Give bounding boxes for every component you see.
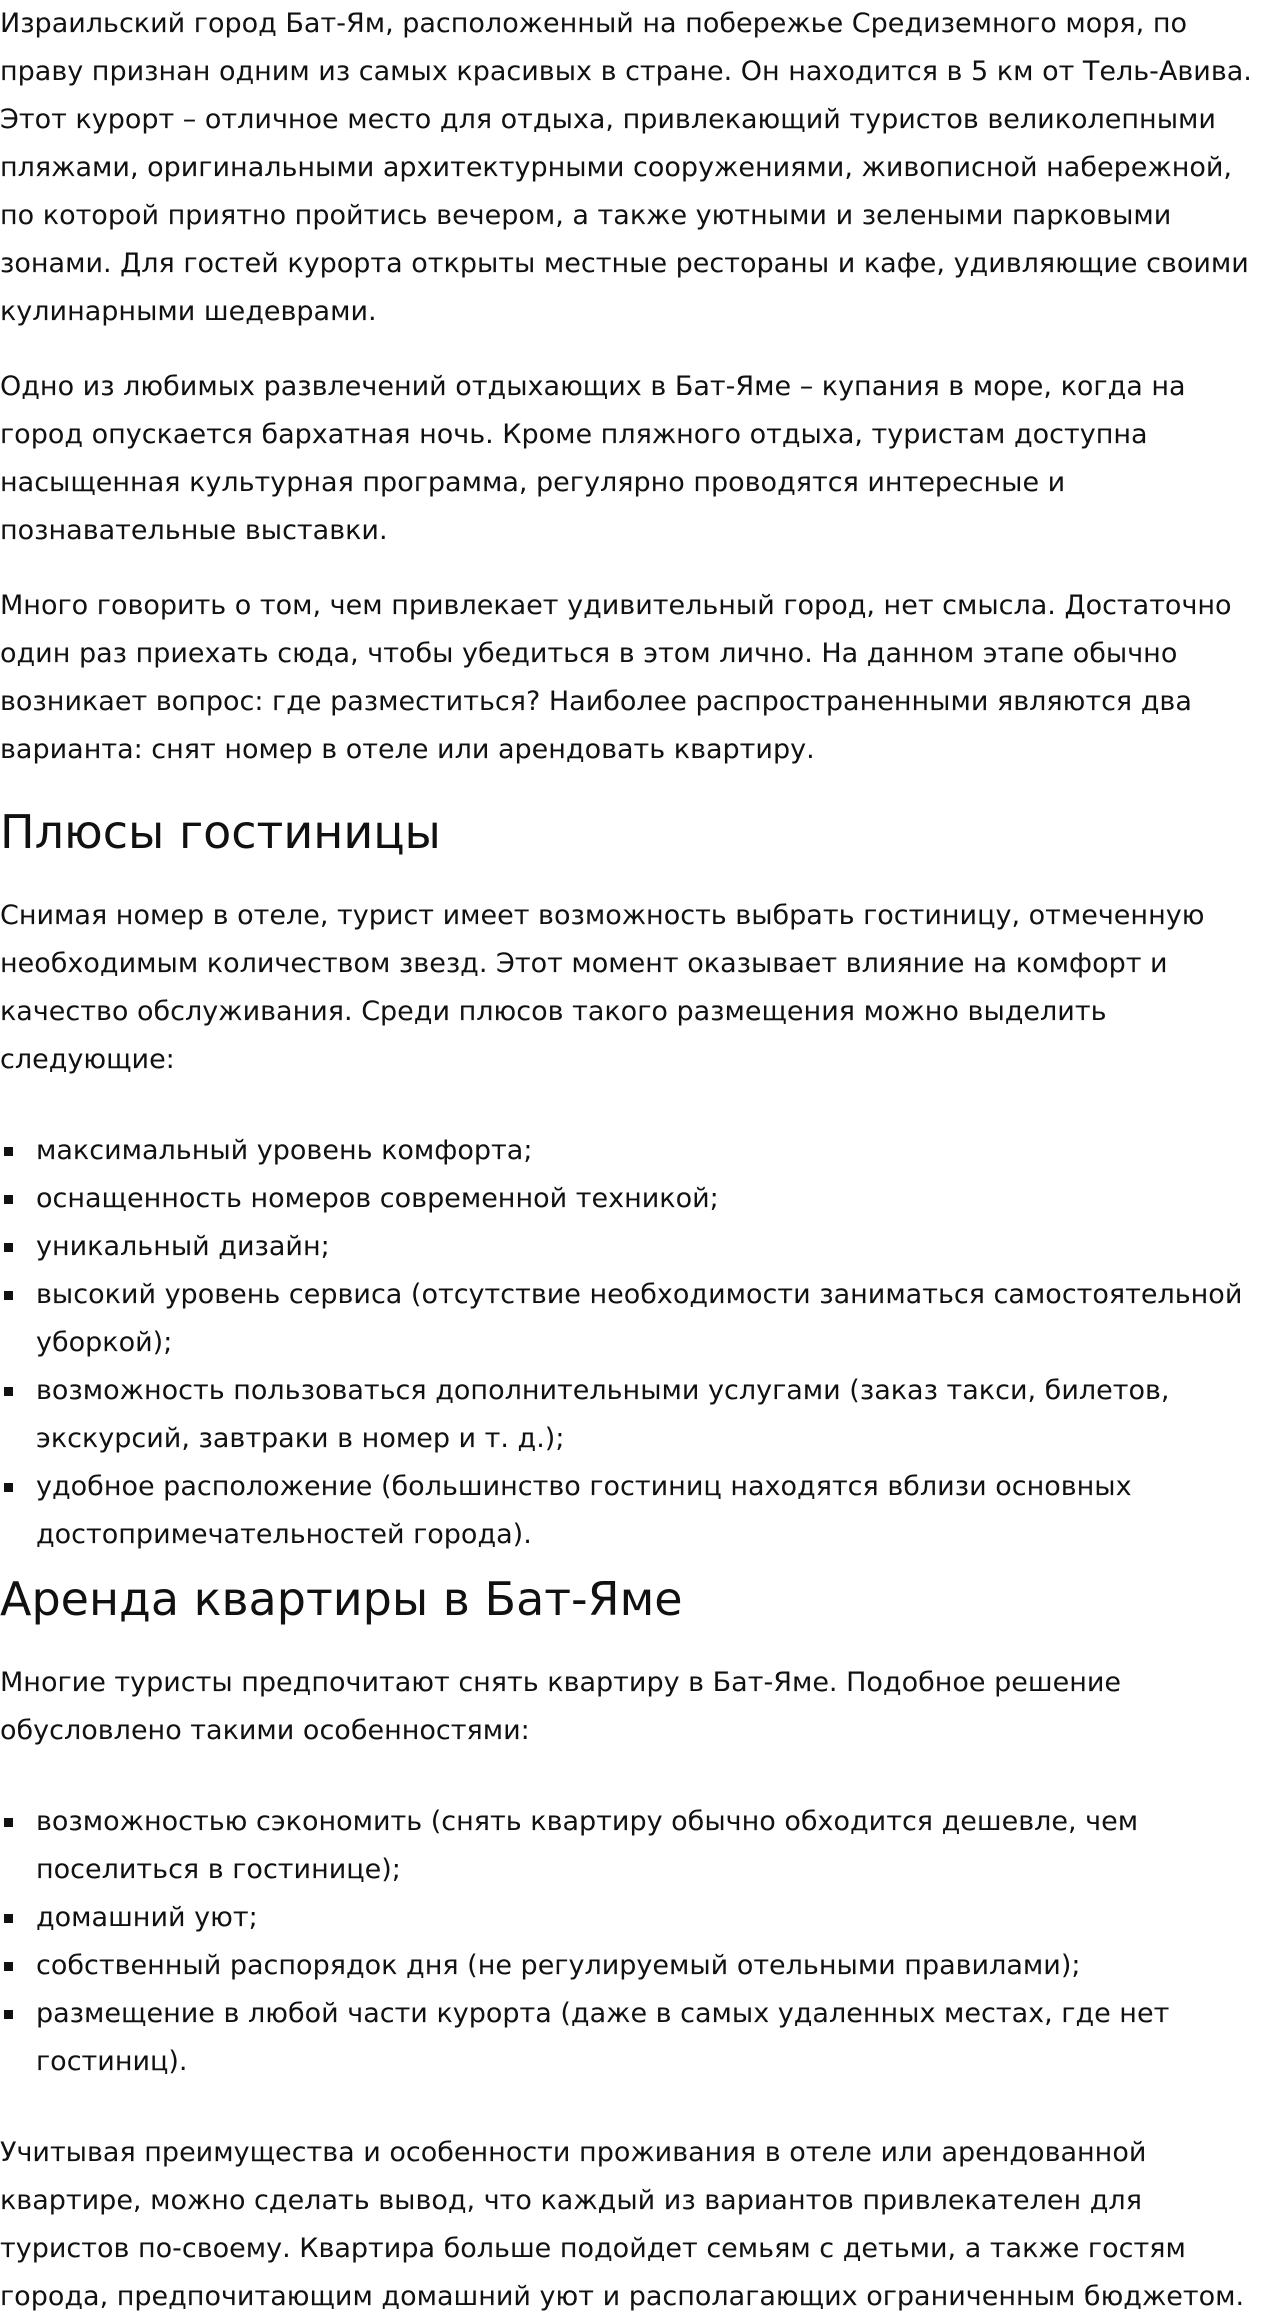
hotel-section-paragraph: Снимая номер в отеле, турист имеет возможность выбрать гостиницу, отмеченную необходимым количеством звезд. Этот момент оказывает влияние на комфорт и качество обслуживания. Среди плюсов такого размещения можно выделить следующие:	[0, 900, 1205, 1075]
list-item	[0, 1223, 1262, 1271]
list-item-text: максимальный уровень комфорта;	[36, 1135, 533, 1166]
bullet-icon	[4, 1818, 13, 1827]
list-item-text: собственный распорядок дня (не регулируемый отельными правилами);	[36, 1950, 1081, 1981]
list-item	[0, 1942, 1262, 1990]
bullet-icon	[4, 1291, 13, 1300]
list-item	[0, 1463, 1262, 1559]
list-item-text: удобное расположение (большинство гостиниц находятся вблизи основных достопримечательностей города).	[36, 1471, 1132, 1550]
list-item	[0, 1127, 1262, 1175]
bullet-icon	[4, 1914, 13, 1923]
bullet-icon	[4, 1962, 13, 1971]
conclusion-paragraph: Учитывая преимущества и особенности проживания в отеле или арендованной квартире, можно сделать вывод, что каждый из вариантов привлекателен для туристов по-своему. Квартира больше подойдет семьям с детьми, а также гостям города, предпочитающим домашний уют и располагающих ограниченным бюджетом.	[0, 2137, 1245, 2312]
list-item-text: домашний уют;	[36, 1902, 258, 1933]
list-item	[0, 1175, 1262, 1223]
list-item-text: размещение в любой части курорта (даже в самых удаленных местах, где нет гостиниц).	[36, 1998, 1170, 2077]
list-item	[0, 1894, 1262, 1942]
intro-paragraph-1: Израильский город Бат-Ям, расположенный на побережье Средиземного моря, по праву признан одним из самых красивых в стране. Он находится в 5 км от Тель-Авива. Этот курорт – отличное место для отдыха, привлекающий туристов великолепными пляжами, оригинальными архитектурными сооружениями, живописной набережной, по которой приятно пройтись вечером, а также уютными и зелеными парковыми зонами. Для гостей курорта открыты местные рестораны и кафе, удивляющие своими кулинарными шедеврами.	[0, 8, 1252, 327]
list-item-text: уникальный дизайн;	[36, 1231, 330, 1262]
hotel-benefits-list	[0, 1127, 1262, 1559]
bullet-icon	[4, 1387, 13, 1396]
apartment-section-heading: Аренда квартиры в Бат-Яме	[0, 1572, 683, 1626]
intro-paragraph-2: Одно из любимых развлечений отдыхающих в Бат-Яме – купания в море, когда на город опускается бархатная ночь. Кроме пляжного отдыха, туристам доступна насыщенная культурная программа, регулярно проводятся интересные и познавательные выставки.	[0, 371, 1186, 546]
intro-paragraph-3: Много говорить о том, чем привлекает удивительный город, нет смысла. Достаточно один раз приехать сюда, чтобы убедиться в этом лично. На данном этапе обычно возникает вопрос: где разместиться? Наиболее распространенными являются два варианта: снят номер в отеле или арендовать квартиру.	[0, 590, 1232, 765]
list-item-text: высокий уровень сервиса (отсутствие необходимости заниматься самостоятельной уборкой);	[36, 1279, 1243, 1358]
apartment-benefits-list	[0, 1798, 1262, 2086]
bullet-icon	[4, 1243, 13, 1252]
bullet-icon	[4, 1483, 13, 1492]
bullet-icon	[4, 2010, 13, 2019]
hotel-section-heading: Плюсы гостиницы	[0, 805, 441, 859]
list-item	[0, 1990, 1262, 2086]
apartment-section-paragraph: Многие туристы предпочитают снять квартиру в Бат-Яме. Подобное решение обусловлено такими особенностями:	[0, 1667, 1122, 1746]
list-item-text: оснащенность номеров современной техникой;	[36, 1183, 719, 1214]
list-item	[0, 1367, 1262, 1463]
bullet-icon	[4, 1195, 13, 1204]
list-item	[0, 1271, 1262, 1367]
list-item-text: возможностью сэкономить (снять квартиру обычно обходится дешевле, чем поселиться в гостинице);	[36, 1806, 1139, 1885]
list-item-text: возможность пользоваться дополнительными услугами (заказ такси, билетов, экскурсий, завтраки в номер и т. д.);	[36, 1375, 1170, 1454]
bullet-icon	[4, 1147, 13, 1156]
list-item	[0, 1798, 1262, 1894]
